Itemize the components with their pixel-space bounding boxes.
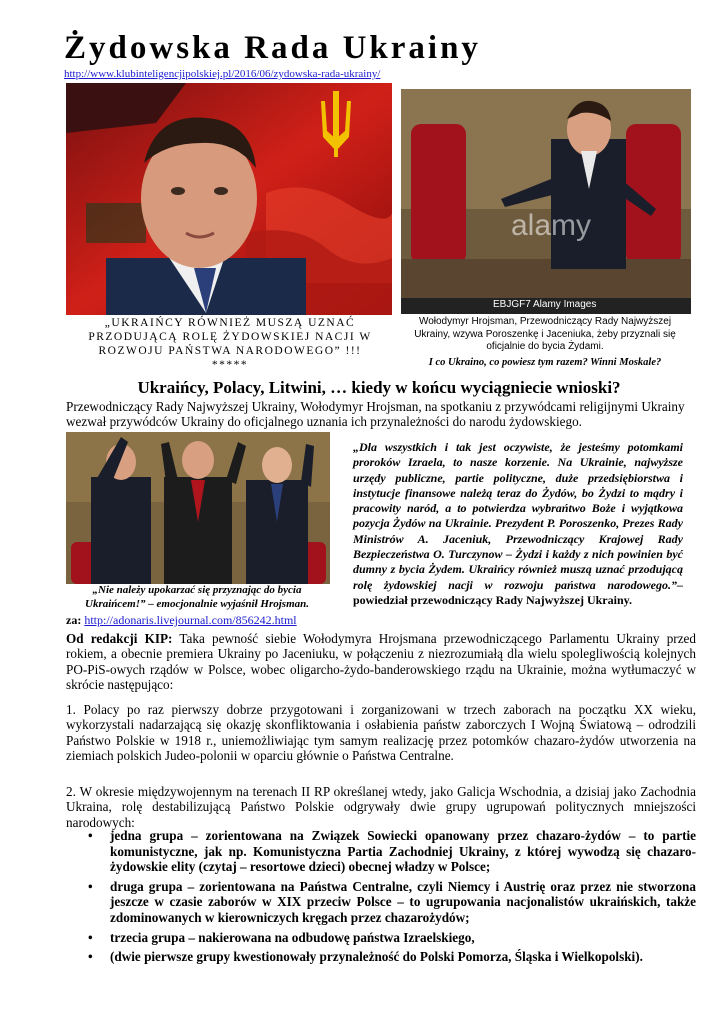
section-subtitle: Ukraińcy, Polacy, Litwini, … kiedy w końcu wyciągniecie wnioski? xyxy=(137,378,621,397)
point-1: 1. Polacy po raz pierwszy dobrze przygotowani i zorganizowani w trzech zaborach na początku XX wieku, wykorzystali nadarzającą się okazję skonfliktowania i osłabienia państw zaborczych I Wojną Światową – odrodzili Państwo Polskie w 1918 r., uniemożliwiając tym samym realizację przez potomków chazaro-żydów utworzenia na ziemiach polskich Judeo-polonii w oparciu głównie o Państwa Centralne. xyxy=(66,702,696,764)
list-item xyxy=(66,930,696,946)
photo-hrojsman-portrait xyxy=(66,83,392,315)
list-item-text: trzecia grupa – nakierowana na odbudowę państwa Izraelskiego, xyxy=(110,929,475,945)
editorial-paragraph xyxy=(66,631,696,693)
photo-left-caption xyxy=(66,316,394,372)
bullet: • xyxy=(88,828,93,843)
source2-link[interactable]: http://adonaris.livejournal.com/856242.html xyxy=(84,613,297,627)
bullet: • xyxy=(88,878,93,894)
list-item xyxy=(66,828,696,875)
caption-text: „UKRAIŃCY RÓWNIEŻ MUSZĄ UZNAĆ PRZODUJĄCĄ ROLĘ ŻYDOWSKIEJ NACJI W ROZWOJU PAŃSTWA NARODOWEGO” !!! xyxy=(88,317,372,357)
page-title: Żydowska Rada Ukrainy xyxy=(64,30,481,66)
list-item-text: druga grupa – zorientowana na Państwa Centralne, czyli Niemcy i Austrię oraz przez nie stworzona jeszcze w czasie zaborów w XIX przeciw Polsce – to ugrupowania nacjonalistów ukraińskich, także zdominowanych w kierowniczych kręgach przez chazarożydów; xyxy=(110,878,696,925)
bullet: • xyxy=(88,929,93,945)
watermark-text: alamy xyxy=(511,209,592,242)
parliament-illustration xyxy=(401,89,691,314)
list-item-text: jedna grupa – zorientowana na Związek Sowiecki opanowany przez chazaro-żydów – to partie komunistyczne, jak np. Komunistyczna Partia Zachodniej Ukrainy, z której wywodzą się chazaro-żydowskie elity (czytaj – resortowe dzieci) obecnej władzy w Polsce; xyxy=(110,828,696,875)
photo-parliament xyxy=(401,89,691,314)
bullet: • xyxy=(88,949,93,965)
intro-paragraph: Przewodniczący Rady Najwyższej Ukrainy, Wołodymyr Hrojsman, na spotkaniu z przywódcami religijnymi Ukrainy wezwał przywódców Ukrainy do oficjalnego uznania ich przynależności do narodu żydowskiego. xyxy=(66,399,685,430)
list-item xyxy=(66,879,696,926)
point-2: 2. W okresie międzywojennym na terenach II RP określanej wtedy, jako Galicja Wschodnia, a dzisiaj jako Zachodnia Ukraina, rolę destabilizującą Państwo Polskie odgrywały dwie grupy ugrupowań politycznych mniejszości narodowych: xyxy=(66,784,696,830)
hrojsman-quote xyxy=(353,440,683,608)
portrait-illustration xyxy=(66,83,392,315)
editorial-text: Taka pewność siebie Wołodymyra Hrojsmana przewodniczącego Parlamentu Ukrainy przed rokiem, a obecnie premiera Ukrainy po Jaceniuku, w połączeniu z niezrozumiałą dla wielu spolegliwością kolejnych PO-PiS-owych rządów w Polsce, wobec oligarcho-żydo-banderowskiego rządu na Ukrainie, można wytłumaczyć w skrócie następująco: xyxy=(66,631,696,693)
group-list xyxy=(66,828,696,969)
source-line xyxy=(66,613,297,628)
photo-right-caption-italic: I co Ukraino, co powiesz tym razem? Winni Moskale? xyxy=(428,357,662,368)
photo-right-caption: Wołodymyr Hrojsman, Przewodniczący Rady Najwyższej Ukrainy, wzywa Poroszenkę i Jaceniuka, żeby przyznali się oficjalnie do bycia Żydami. xyxy=(414,316,676,352)
quote-text: „Dla wszystkich i tak jest oczywiste, że jesteśmy potomkami proroków Izraela, to nasze korzenie. Na Ukrainie, najwyższe urzędy publiczne, partie polityczne, duże przedsiębiorstwa i instytucje finansowe należą teraz do Żydów, bo Żydzi to mądry i pracowity naród, a to potwierdza wybrańtwo Boże i wyjątkowa pozycja Żydów na Ukrainie. Prezydent P. Poroszenko, Prezes Rady Ministrów A. Jaceniuk, Przewodniczący Krajowej Rady Bezpieczeństwa O. Turczynow – Żydzi i każdy z nich powinien być dumny z bycia Żydem. Ukraińcy również muszą uznać przodującą rolę żydowskiej nacji w rozwoju państwa narodowego.”– xyxy=(353,440,683,592)
watermark-id: EBJGF7 Alamy Images xyxy=(493,299,597,310)
list-item-text: (dwie pierwsze grupy kwestionowały przynależność do Polski Pomorza, Śląska i Wielkopolski). xyxy=(110,949,643,965)
editorial-label: Od redakcji KIP: xyxy=(66,631,173,646)
source-label: za: xyxy=(66,613,82,627)
quote-attribution: powiedział przewodniczący Rady Najwyższej Ukrainy. xyxy=(353,592,632,607)
leaders-illustration xyxy=(66,432,330,584)
caption-stars: ***** xyxy=(211,359,249,371)
photo-three-leaders xyxy=(66,432,330,584)
photo-bottom-caption: „Nie należy upokarzać się przyznając do bycia Ukraińcem!” – emocjonalnie wyjaśnił Hrojsman. xyxy=(85,584,309,610)
list-item xyxy=(66,949,696,965)
source-link[interactable]: http://www.klubinteligencjipolskiej.pl/2016/06/zydowska-rada-ukrainy/ xyxy=(64,68,381,80)
